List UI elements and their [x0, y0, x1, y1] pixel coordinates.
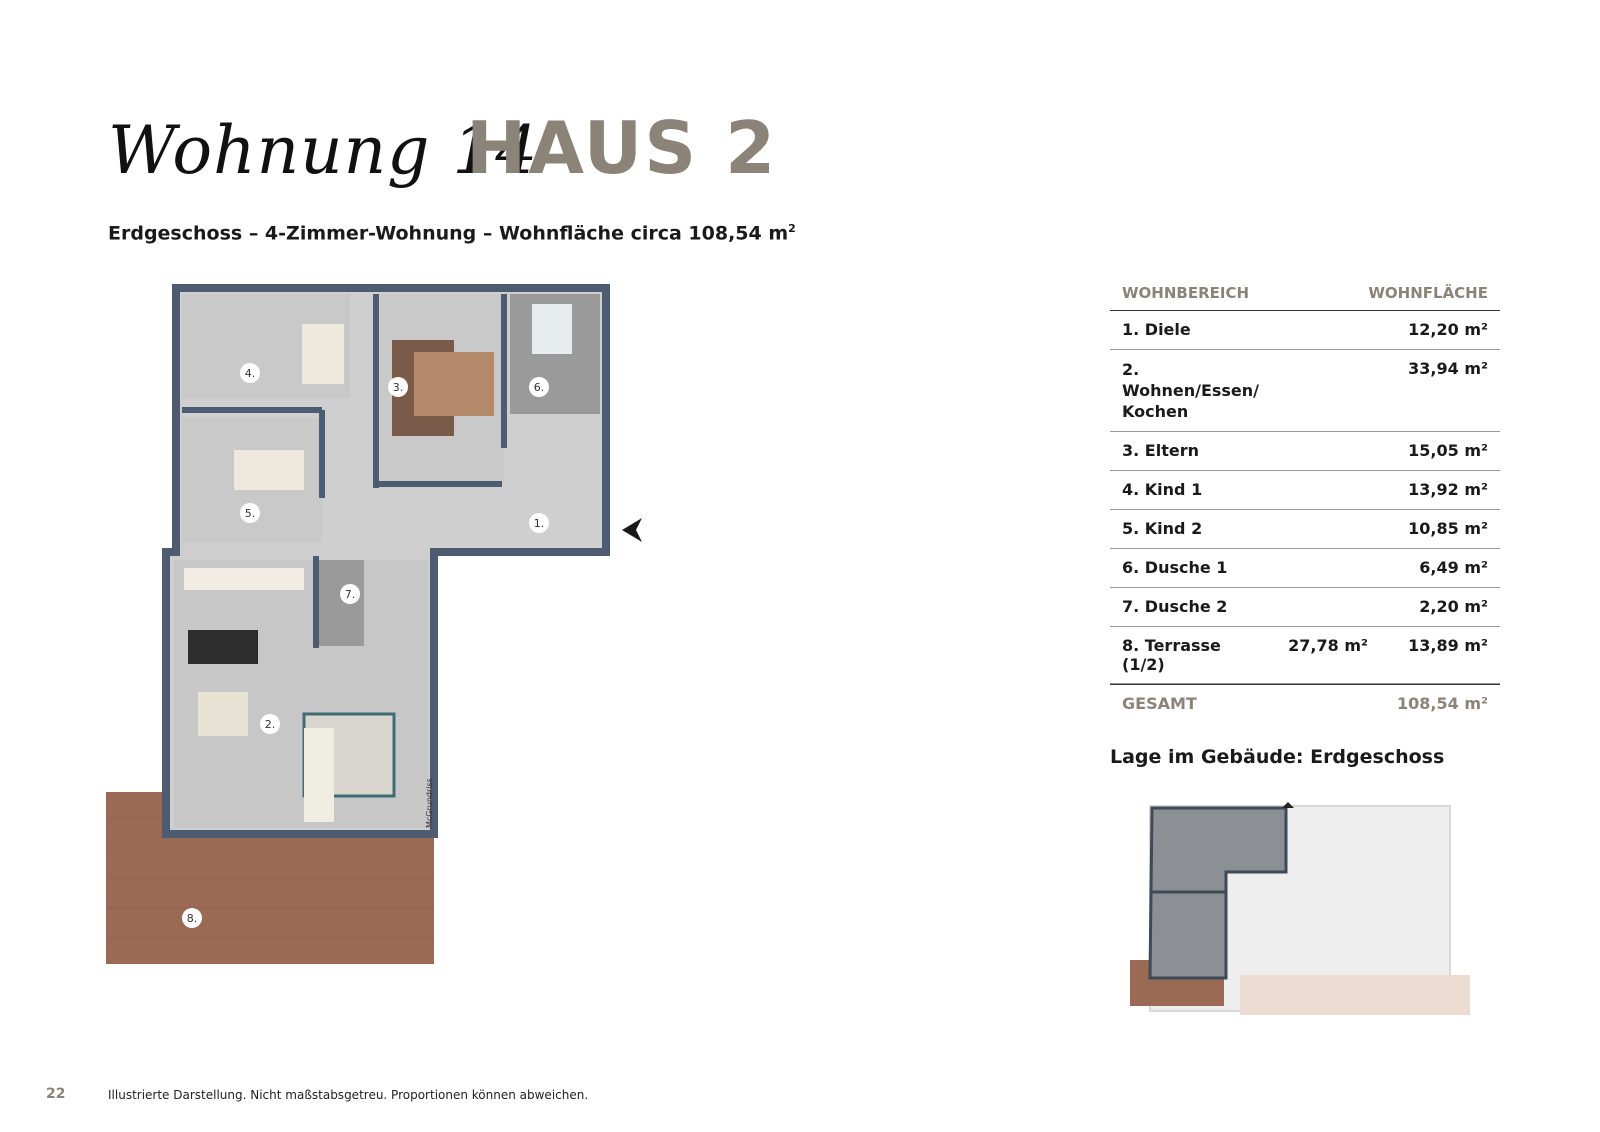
row-name: 3. Eltern — [1122, 441, 1199, 460]
page-number: 22 — [46, 1086, 66, 1102]
table-row — [1110, 350, 1500, 432]
building-terrace-right — [1240, 975, 1470, 1015]
table-row — [1110, 627, 1500, 684]
row-name: 4. Kind 1 — [1122, 480, 1203, 499]
row-name: 5. Kind 2 — [1122, 519, 1203, 538]
row-value: 10,85 m² — [1408, 519, 1488, 538]
sofa — [304, 728, 334, 822]
label-4: 4. — [244, 367, 256, 380]
label-8: 8. — [186, 912, 198, 925]
total-label: GESAMT — [1122, 694, 1197, 713]
label-3: 3. — [392, 381, 404, 394]
table-total-row — [1110, 684, 1500, 723]
table-row — [1110, 311, 1500, 350]
entrance-arrow-icon — [622, 518, 642, 542]
table-row — [1110, 471, 1500, 510]
building-location-plan — [1110, 800, 1500, 1050]
page-title-haus: HAUS 2 — [466, 106, 778, 190]
subtitle-text: Erdgeschoss – 4-Zimmer-Wohnung – Wohnfläche circa 108,54 m — [108, 222, 789, 245]
area-table-header — [1110, 284, 1500, 311]
row-mid: 27,78 m² — [1288, 636, 1368, 655]
table-row — [1110, 588, 1500, 627]
row-name: 1. Diele — [1122, 320, 1191, 339]
col-wohnflaeche: WOHNFLÄCHE — [1368, 284, 1488, 302]
table-row — [1110, 510, 1500, 549]
apartment-subtitle — [108, 222, 796, 244]
dining-table — [198, 692, 248, 736]
page-title-script: Wohnung 14 — [108, 112, 539, 189]
label-7: 7. — [344, 588, 356, 601]
kitchen-counter — [184, 568, 304, 590]
label-1: 1. — [533, 517, 545, 530]
row-value: 6,49 m² — [1419, 558, 1488, 577]
row-name: 2. Wohnen/Essen/ Kochen — [1122, 360, 1259, 421]
label-5: 5. — [244, 507, 256, 520]
row-value: 15,05 m² — [1408, 441, 1488, 460]
subtitle-sup: 2 — [788, 222, 796, 235]
plan-watermark: McGrundriss — [425, 778, 434, 828]
row-value: 12,20 m² — [1408, 320, 1488, 339]
col-wohnbereich: WOHNBEREICH — [1122, 284, 1250, 302]
bed-kind2 — [234, 450, 304, 490]
bed-eltern — [414, 352, 494, 416]
row-name: 6. Dusche 1 — [1122, 558, 1228, 577]
row-name: 7. Dusche 2 — [1122, 597, 1228, 616]
kitchen-island — [188, 630, 258, 664]
row-name: 8. Terrasse (1/2) — [1122, 636, 1221, 674]
bed-kind1 — [302, 324, 344, 384]
table-row — [1110, 432, 1500, 471]
shower-dusche1 — [532, 304, 572, 354]
label-2: 2. — [264, 718, 276, 731]
location-heading: Lage im Gebäude: Erdgeschoss — [1110, 746, 1445, 768]
row-value: 13,92 m² — [1408, 480, 1488, 499]
row-value: 2,20 m² — [1419, 597, 1488, 616]
table-row — [1110, 549, 1500, 588]
floor-plan — [70, 268, 690, 1008]
row-value: 33,94 m² — [1408, 359, 1488, 378]
area-table — [1110, 284, 1500, 723]
footnote: Illustrierte Darstellung. Nicht maßstabsgetreu. Proportionen können abweichen. — [108, 1088, 589, 1102]
label-6: 6. — [533, 381, 545, 394]
room-dusche2 — [318, 560, 364, 646]
row-value: 13,89 m² — [1408, 636, 1488, 655]
total-value: 108,54 m² — [1397, 694, 1488, 713]
